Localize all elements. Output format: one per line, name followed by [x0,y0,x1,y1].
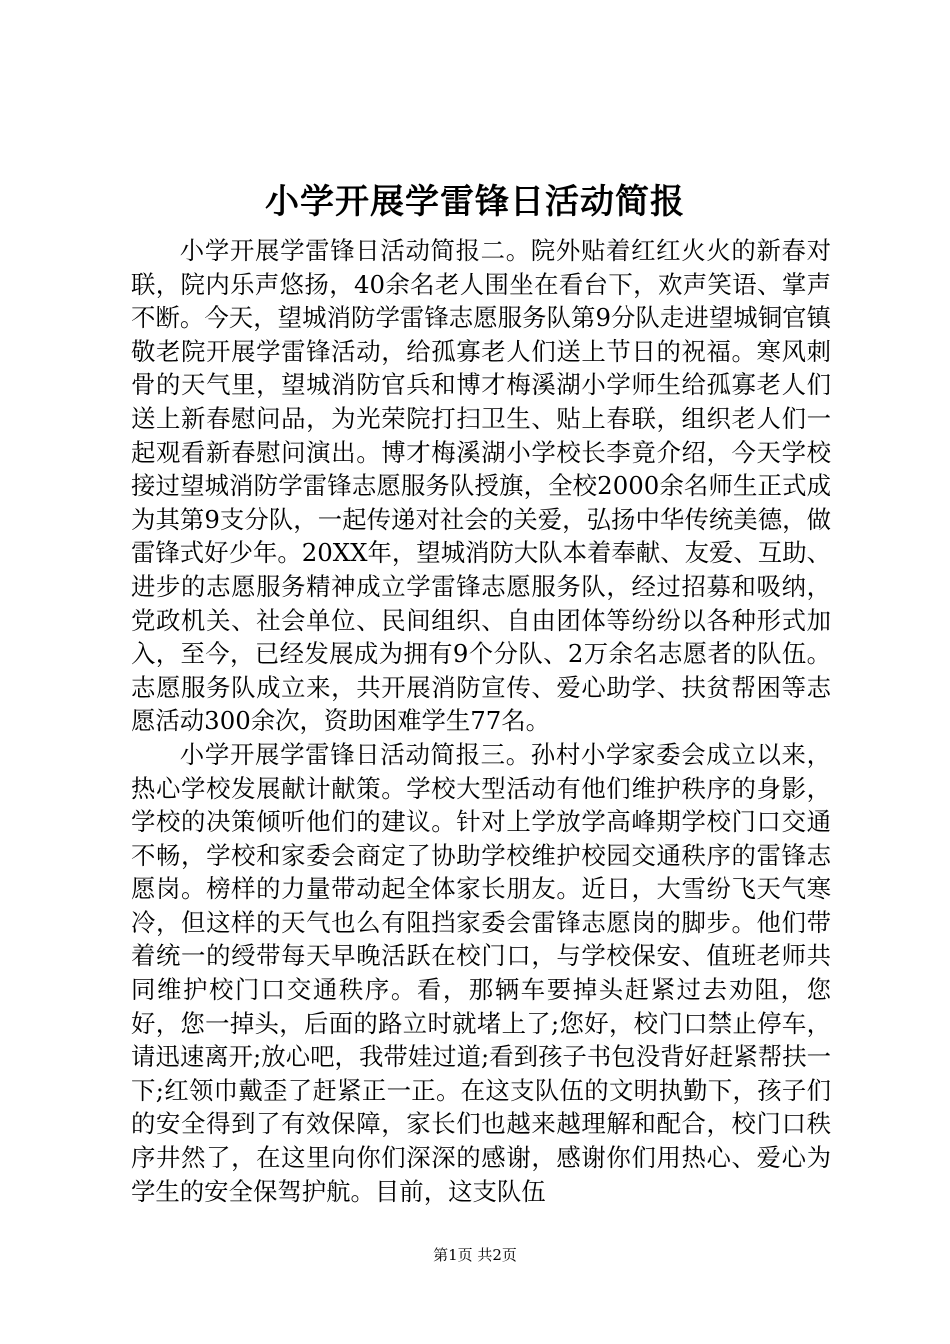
document-body [131,234,831,1208]
page-footer: 第1页 共2页 [433,1246,517,1264]
document-title: 小学开展学雷锋日活动简报 [265,182,685,222]
paragraph-1: 小学开展学雷锋日活动简报二。院外贴着红红火火的新春对联，院内乐声悠扬，40余名老人围坐在看台下，欢声笑语、掌声不断。今天，望城消防学雷锋志愿服务队第9分队走进望城铜官镇敬老院开展学雷锋活动，给孤寡老人们送上节日的祝福。寒风刺骨的天气里，望城消防官兵和博才梅溪湖小学师生给孤寡老人们送上新春慰问品，为光荣院打扫卫生、贴上春联，组织老人们一起观看新春慰问演出。博才梅溪湖小学校长李竟介绍，今天学校接过望城消防学雷锋志愿服务队授旗，全校2000余名师生正式成为其第9支分队，一起传递对社会的关爱，弘扬中华传统美德，做雷锋式好少年。20XX年，望城消防大队本着奉献、友爱、互助、进步的志愿服务精神成立学雷锋志愿服务队，经过招募和吸纳，党政机关、社会单位、民间组织、自由团体等纷纷以各种形式加入，至今，已经发展成为拥有9个分队、2万余名志愿者的队伍。志愿服务队成立来，共开展消防宣传、爱心助学、扶贫帮困等志愿活动300余次，资助困难学生77名。 [131,236,831,736]
paragraph-2: 小学开展学雷锋日活动简报三。孙村小学家委会成立以来，热心学校发展献计献策。学校大型活动有他们维护秩序的身影，学校的决策倾听他们的建议。针对上学放学高峰期学校门口交通不畅，学校和家委会商定了协助学校维护校园交通秩序的雷锋志愿岗。榜样的力量带动起全体家长朋友。近日，大雪纷飞天气寒冷，但这样的天气也么有阻挡家委会雷锋志愿岗的脚步。他们带着统一的绶带每天早晚活跃在校门口，与学校保安、值班老师共同维护校门口交通秩序。看，那辆车要掉头赶紧过去劝阻，您好，您一掉头，后面的路立时就堵上了;您好，校门口禁止停车，请迅速离开;放心吧，我带娃过道;看到孩子书包没背好赶紧帮扶一下;红领巾戴歪了赶紧正一正。在这支队伍的文明执勤下，孩子们的安全得到了有效保障，家长们也越来越理解和配合，校门口秩序井然了，在这里向你们深深的感谢，感谢你们用热心、爱心为学生的安全保驾护航。目前，这支队伍 [131,739,831,1206]
